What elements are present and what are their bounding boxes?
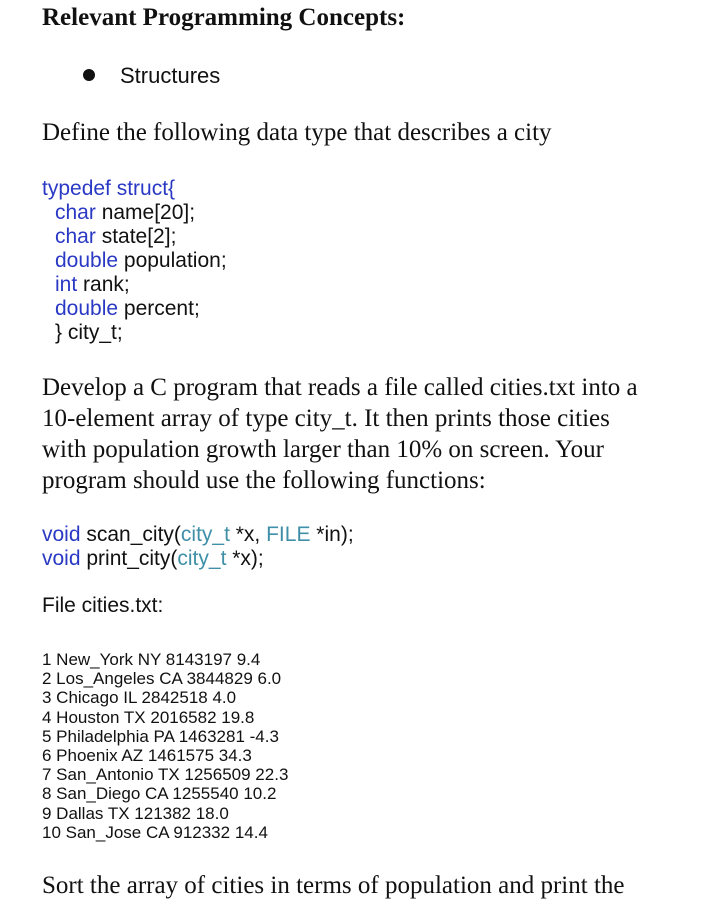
data-row: 10 San_Jose CA 912332 14.4 [42,822,268,842]
field-decl: rank; [77,273,130,296]
function-scan-city [42,523,354,547]
cutoff-text: Sort the array of cities in terms of population and print the [42,872,625,899]
data-row: 6 Phoenix AZ 1461575 34.3 [42,746,252,766]
field-type: int [55,273,78,296]
field-type: char [55,225,96,248]
data-row: 7 San_Antonio TX 1256509 22.3 [42,765,289,785]
field-decl: state[2]; [95,225,177,248]
struct-field-rank [55,273,130,297]
param-text: *x); [226,547,264,570]
description-line: with population growth larger than 10% on screen. Your [42,436,604,463]
description-line: Develop a C program that reads a file called cities.txt into a [42,374,638,401]
struct-header-line [42,177,175,201]
param-text: *x, [229,523,267,546]
typedef-keyword: typedef struct{ [42,177,176,200]
file-label: File cities.txt: [42,594,164,617]
param-type: city_t [180,523,230,546]
cities-file-contents [42,650,288,842]
param-text: *in); [310,523,354,546]
data-row: 8 San_Diego CA 1255540 10.2 [42,784,277,804]
data-row: 9 Dallas TX 121382 18.0 [42,803,229,823]
description-line: program should use the following functions: [42,467,486,494]
bullet-item-structures: Structures [120,63,221,88]
function-name: scan_city( [80,523,181,546]
field-type: double [55,297,119,320]
section-heading: Relevant Programming Concepts: [42,4,406,31]
function-print-city [42,547,264,571]
data-row: 1 New_York NY 8143197 9.4 [42,650,261,669]
struct-field-name [55,201,195,225]
field-decl: name[20]; [95,201,196,224]
struct-field-population [55,249,227,273]
return-type: void [42,523,81,546]
data-row: 3 Chicago IL 2842518 4.0 [42,688,237,708]
bullet-dot-icon [83,69,95,81]
data-row: 2 Los_Angeles CA 3844829 6.0 [42,669,282,689]
struct-field-percent [55,297,200,321]
task-description [42,372,702,496]
field-type: char [55,201,96,224]
struct-field-state [55,225,176,249]
define-instruction: Define the following data type that describes a city [42,119,552,146]
field-decl: percent; [118,297,200,320]
description-line: 10-element array of type city_t. It then prints those cities [42,405,610,432]
data-row: 5 Philadelphia PA 1463281 -4.3 [42,726,279,746]
struct-closing-line: } city_t; [55,321,123,344]
data-row: 4 Houston TX 2016582 19.8 [42,707,255,727]
param-type: city_t [177,547,227,570]
param-type: FILE [266,523,311,546]
function-name: print_city( [80,547,178,570]
field-decl: population; [118,249,227,272]
field-type: double [55,249,119,272]
return-type: void [42,547,81,570]
